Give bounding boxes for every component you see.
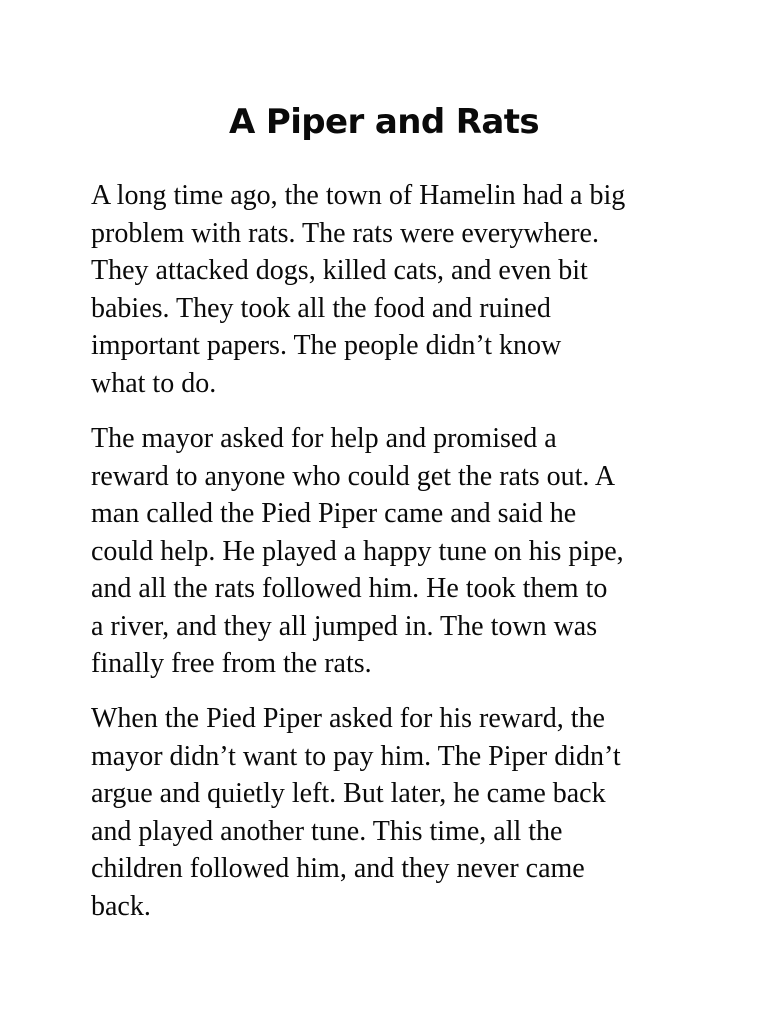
paragraph-line: children followed him, and they never came <box>91 853 585 884</box>
paragraph-2 <box>91 420 711 683</box>
paragraph-line: man called the Pied Piper came and said he <box>91 498 577 529</box>
paragraph-line: finally free from the rats. <box>91 648 372 679</box>
paragraph-line: A long time ago, the town of Hamelin had a big <box>91 180 626 211</box>
paragraph-line: a river, and they all jumped in. The town was <box>91 610 598 642</box>
paragraph-line: babies. They took all the food and ruined <box>91 292 551 324</box>
paragraph-line: back. <box>91 890 151 922</box>
paragraph-line: mayor didn’t want to pay him. The Piper didn’t <box>91 740 621 772</box>
paragraph-line: and played another tune. This time, all the <box>91 815 563 847</box>
paragraph-line: important papers. The people didn’t know <box>91 330 562 361</box>
paragraph-line: reward to anyone who could get the rats out. A <box>91 460 616 492</box>
paragraph-line: When the Pied Piper asked for his reward, the <box>91 703 605 734</box>
paragraph-line: problem with rats. The rats were everywhere. <box>91 217 599 249</box>
paragraph-line: what to do. <box>91 367 217 399</box>
paragraph-1 <box>91 177 711 402</box>
paragraph-line: could help. He played a happy tune on his pipe, <box>91 535 624 567</box>
paragraph-line: They attacked dogs, killed cats, and even bit <box>91 255 588 286</box>
document-title: A Piper and Rats <box>228 102 540 142</box>
paragraph-3 <box>91 700 711 925</box>
paragraph-line: argue and quietly left. But later, he came back <box>91 778 606 809</box>
paragraph-line: The mayor asked for help and promised a <box>91 423 557 454</box>
paragraph-line: and all the rats followed him. He took them to <box>91 573 608 604</box>
